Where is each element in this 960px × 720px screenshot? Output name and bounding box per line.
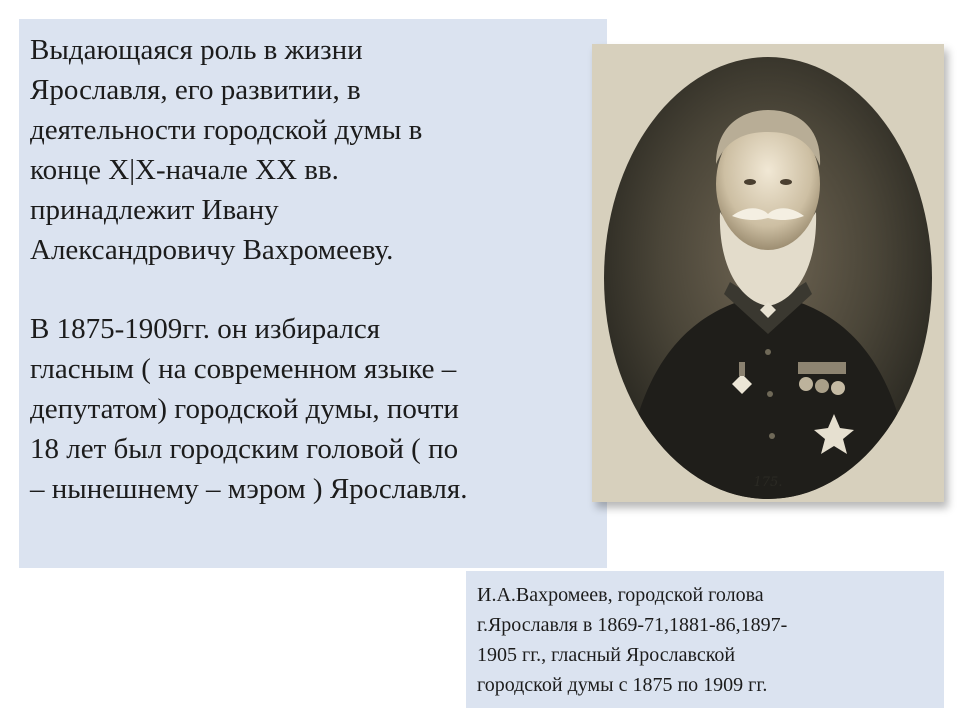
coat-button xyxy=(767,391,773,397)
text-line: В 1875-1909гг. он избирался xyxy=(30,313,381,345)
text-line: конце Х|Х-начале ХХ вв. xyxy=(30,154,339,186)
text-line: депутатом) городской думы, почти xyxy=(30,393,459,425)
caption-line: г.Ярославля в 1869-71,1881-86,1897- xyxy=(477,614,788,636)
eye-left xyxy=(744,179,756,185)
caption-line: городской думы с 1875 по 1909 гг. xyxy=(477,674,768,696)
text-line: – нынешнему – мэром ) Ярославля. xyxy=(30,473,468,505)
coat-button xyxy=(765,349,771,355)
text-line: 18 лет был городским головой ( по xyxy=(30,433,459,465)
caption-box xyxy=(466,571,944,708)
text-line: деятельности городской думы в xyxy=(30,114,423,146)
caption-line: 1905 гг., гласный Ярославской xyxy=(477,644,736,666)
portrait-photo xyxy=(592,44,944,502)
coat-button xyxy=(769,433,775,439)
text-line: гласным ( на современном языке – xyxy=(30,353,457,385)
text-line: принадлежит Ивану xyxy=(30,194,279,226)
text-line: Выдающаяся роль в жизни xyxy=(30,34,363,66)
text-line: Александровичу Вахромееву. xyxy=(30,234,394,266)
eye-right xyxy=(780,179,792,185)
paragraph-spacer xyxy=(30,270,597,309)
main-text-box xyxy=(19,19,607,568)
portrait-image xyxy=(592,44,944,502)
text-line: Ярославля, его развитии, в xyxy=(30,74,361,106)
photo-number: 175. xyxy=(753,475,783,490)
caption-line: И.А.Вахромеев, городской голова xyxy=(477,584,764,606)
